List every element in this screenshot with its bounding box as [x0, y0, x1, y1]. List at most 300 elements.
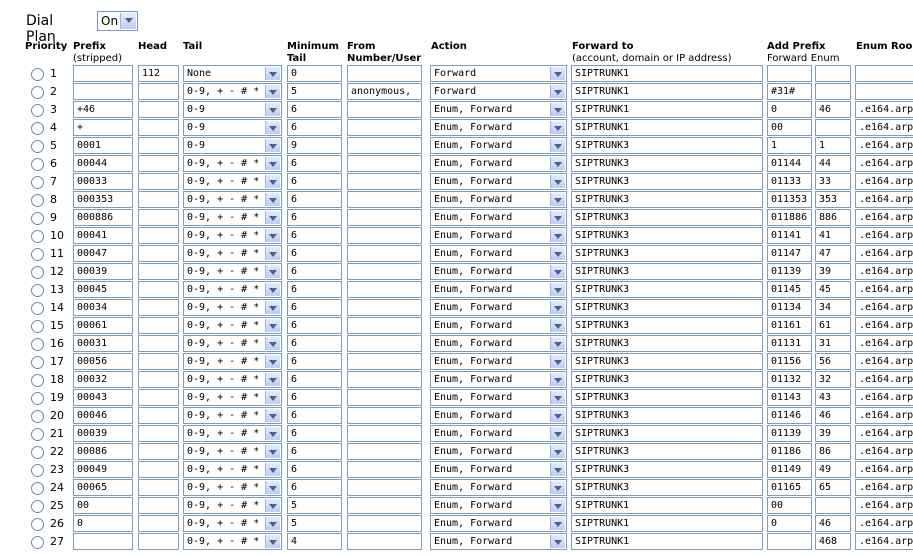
add-prefix-forward-input[interactable]: 01147 — [767, 245, 812, 262]
priority-radio[interactable] — [31, 86, 44, 99]
tail-select[interactable] — [183, 191, 282, 208]
prefix-input[interactable]: 00032 — [73, 371, 133, 388]
action-select[interactable] — [430, 263, 567, 280]
from-input[interactable] — [347, 515, 422, 532]
enum-root-input[interactable]: .e164.arp — [855, 191, 913, 208]
tail-select[interactable] — [183, 83, 282, 100]
forward-to-input[interactable]: SIPTRUNK1 — [571, 119, 763, 136]
add-prefix-forward-input[interactable]: 01132 — [767, 371, 812, 388]
add-prefix-forward-input[interactable]: #31# — [767, 83, 812, 100]
from-input[interactable] — [347, 281, 422, 298]
add-prefix-forward-input[interactable]: 0 — [767, 515, 812, 532]
add-prefix-forward-input[interactable]: 01139 — [767, 425, 812, 442]
dial-plan-select[interactable] — [97, 11, 138, 31]
add-prefix-forward-input[interactable]: 01139 — [767, 263, 812, 280]
head-input[interactable] — [138, 515, 179, 532]
head-input[interactable] — [138, 137, 179, 154]
from-input[interactable] — [347, 317, 422, 334]
add-prefix-enum-input[interactable]: 353 — [815, 191, 851, 208]
action-select[interactable] — [430, 407, 567, 424]
action-select[interactable] — [430, 65, 567, 82]
enum-root-input[interactable]: .e164.arp — [855, 245, 913, 262]
add-prefix-forward-input[interactable]: 01143 — [767, 389, 812, 406]
tail-select[interactable] — [183, 425, 282, 442]
prefix-input[interactable]: 00046 — [73, 407, 133, 424]
add-prefix-enum-input[interactable]: 46 — [815, 515, 851, 532]
add-prefix-forward-input[interactable]: 00 — [767, 497, 812, 514]
add-prefix-forward-input[interactable]: 01186 — [767, 443, 812, 460]
add-prefix-enum-input[interactable]: 65 — [815, 479, 851, 496]
action-select[interactable] — [430, 533, 567, 550]
min-tail-input[interactable]: 4 — [287, 533, 342, 550]
enum-root-input[interactable]: .e164.arp — [855, 461, 913, 478]
forward-to-input[interactable]: SIPTRUNK1 — [571, 83, 763, 100]
add-prefix-enum-input[interactable]: 32 — [815, 371, 851, 388]
enum-root-input[interactable]: .e164.arp — [855, 533, 913, 550]
enum-root-input[interactable]: .e164.arp — [855, 209, 913, 226]
add-prefix-enum-input[interactable]: 39 — [815, 425, 851, 442]
action-select[interactable] — [430, 497, 567, 514]
enum-root-input[interactable]: .e164.arp — [855, 155, 913, 172]
min-tail-input[interactable]: 6 — [287, 209, 342, 226]
add-prefix-forward-input[interactable]: 1 — [767, 137, 812, 154]
min-tail-input[interactable]: 6 — [287, 191, 342, 208]
action-select[interactable] — [430, 227, 567, 244]
from-input[interactable] — [347, 407, 422, 424]
prefix-input[interactable]: 00034 — [73, 299, 133, 316]
from-input[interactable] — [347, 335, 422, 352]
priority-radio[interactable] — [31, 356, 44, 369]
min-tail-input[interactable]: 5 — [287, 83, 342, 100]
from-input[interactable] — [347, 227, 422, 244]
head-input[interactable] — [138, 425, 179, 442]
prefix-input[interactable]: 0001 — [73, 137, 133, 154]
action-select[interactable] — [430, 101, 567, 118]
prefix-input[interactable] — [73, 533, 133, 550]
head-input[interactable] — [138, 155, 179, 172]
forward-to-input[interactable]: SIPTRUNK3 — [571, 155, 763, 172]
from-input[interactable] — [347, 263, 422, 280]
tail-select[interactable] — [183, 461, 282, 478]
from-input[interactable] — [347, 443, 422, 460]
from-input[interactable] — [347, 353, 422, 370]
from-input[interactable] — [347, 533, 422, 550]
tail-select[interactable] — [183, 227, 282, 244]
prefix-input[interactable] — [73, 65, 133, 82]
tail-select[interactable] — [183, 479, 282, 496]
prefix-input[interactable]: 00041 — [73, 227, 133, 244]
action-select[interactable] — [430, 173, 567, 190]
forward-to-input[interactable]: SIPTRUNK3 — [571, 281, 763, 298]
min-tail-input[interactable]: 6 — [287, 389, 342, 406]
min-tail-input[interactable]: 6 — [287, 353, 342, 370]
prefix-input[interactable]: 00 — [73, 497, 133, 514]
from-input[interactable] — [347, 371, 422, 388]
priority-radio[interactable] — [31, 410, 44, 423]
prefix-input[interactable]: 00044 — [73, 155, 133, 172]
add-prefix-enum-input[interactable] — [815, 497, 851, 514]
head-input[interactable] — [138, 119, 179, 136]
from-input[interactable] — [347, 209, 422, 226]
enum-root-input[interactable]: .e164.arp — [855, 119, 913, 136]
add-prefix-enum-input[interactable]: 61 — [815, 317, 851, 334]
tail-select[interactable] — [183, 119, 282, 136]
from-input[interactable] — [347, 119, 422, 136]
priority-radio[interactable] — [31, 176, 44, 189]
min-tail-input[interactable]: 6 — [287, 101, 342, 118]
action-select[interactable] — [430, 83, 567, 100]
add-prefix-enum-input[interactable]: 41 — [815, 227, 851, 244]
enum-root-input[interactable] — [855, 65, 913, 82]
from-input[interactable] — [347, 191, 422, 208]
tail-select[interactable] — [183, 281, 282, 298]
forward-to-input[interactable]: SIPTRUNK3 — [571, 263, 763, 280]
action-select[interactable] — [430, 515, 567, 532]
head-input[interactable] — [138, 191, 179, 208]
priority-radio[interactable] — [31, 320, 44, 333]
action-select[interactable] — [430, 155, 567, 172]
tail-select[interactable] — [183, 371, 282, 388]
prefix-input[interactable]: 00033 — [73, 173, 133, 190]
enum-root-input[interactable]: .e164.arp — [855, 281, 913, 298]
add-prefix-forward-input[interactable]: 01146 — [767, 407, 812, 424]
forward-to-input[interactable]: SIPTRUNK3 — [571, 317, 763, 334]
prefix-input[interactable]: 00031 — [73, 335, 133, 352]
enum-root-input[interactable]: .e164.arp — [855, 407, 913, 424]
add-prefix-enum-input[interactable]: 45 — [815, 281, 851, 298]
from-input[interactable] — [347, 245, 422, 262]
min-tail-input[interactable]: 6 — [287, 371, 342, 388]
priority-radio[interactable] — [31, 140, 44, 153]
prefix-input[interactable]: 000886 — [73, 209, 133, 226]
head-input[interactable] — [138, 335, 179, 352]
prefix-input[interactable]: +46 — [73, 101, 133, 118]
action-select[interactable] — [430, 461, 567, 478]
prefix-input[interactable] — [73, 83, 133, 100]
head-input[interactable]: 112 — [138, 65, 179, 82]
min-tail-input[interactable]: 6 — [287, 407, 342, 424]
action-select[interactable] — [430, 389, 567, 406]
priority-radio[interactable] — [31, 284, 44, 297]
header-priority: Priority — [25, 41, 68, 52]
min-tail-input[interactable]: 6 — [287, 461, 342, 478]
action-select[interactable] — [430, 317, 567, 334]
from-input[interactable] — [347, 497, 422, 514]
tail-select[interactable] — [183, 173, 282, 190]
action-select[interactable] — [430, 191, 567, 208]
forward-to-input[interactable]: SIPTRUNK3 — [571, 443, 763, 460]
tail-select[interactable] — [183, 209, 282, 226]
min-tail-input[interactable]: 6 — [287, 263, 342, 280]
tail-select[interactable] — [183, 443, 282, 460]
add-prefix-forward-input[interactable]: 011353 — [767, 191, 812, 208]
from-input[interactable] — [347, 65, 422, 82]
tail-select[interactable] — [183, 515, 282, 532]
priority-radio[interactable] — [31, 194, 44, 207]
head-input[interactable] — [138, 101, 179, 118]
action-select[interactable] — [430, 425, 567, 442]
enum-root-input[interactable]: .e164.arp — [855, 263, 913, 280]
prefix-input[interactable]: 00043 — [73, 389, 133, 406]
head-input[interactable] — [138, 443, 179, 460]
forward-to-input[interactable]: SIPTRUNK3 — [571, 191, 763, 208]
add-prefix-enum-input[interactable]: 1 — [815, 137, 851, 154]
add-prefix-enum-input[interactable]: 886 — [815, 209, 851, 226]
tail-select[interactable] — [183, 353, 282, 370]
action-select[interactable] — [430, 353, 567, 370]
forward-to-input[interactable]: SIPTRUNK3 — [571, 479, 763, 496]
min-tail-input[interactable]: 6 — [287, 479, 342, 496]
from-input[interactable] — [347, 137, 422, 154]
forward-to-input[interactable]: SIPTRUNK3 — [571, 335, 763, 352]
min-tail-input[interactable]: 6 — [287, 299, 342, 316]
action-select[interactable] — [430, 299, 567, 316]
enum-root-input[interactable]: .e164.arp — [855, 389, 913, 406]
add-prefix-forward-input[interactable]: 01144 — [767, 155, 812, 172]
priority-radio[interactable] — [31, 374, 44, 387]
priority-radio[interactable] — [31, 428, 44, 441]
add-prefix-enum-input[interactable]: 49 — [815, 461, 851, 478]
add-prefix-forward-input[interactable]: 011886 — [767, 209, 812, 226]
forward-to-input[interactable]: SIPTRUNK1 — [571, 101, 763, 118]
priority-radio[interactable] — [31, 464, 44, 477]
add-prefix-forward-input[interactable]: 01133 — [767, 173, 812, 190]
forward-to-input[interactable]: SIPTRUNK1 — [571, 515, 763, 532]
action-select[interactable] — [430, 245, 567, 262]
enum-root-input[interactable]: .e164.arp — [855, 443, 913, 460]
add-prefix-forward-input[interactable]: 01134 — [767, 299, 812, 316]
head-input[interactable] — [138, 299, 179, 316]
priority-radio[interactable] — [31, 266, 44, 279]
enum-root-input[interactable]: .e164.arp — [855, 227, 913, 244]
prefix-input[interactable]: 00047 — [73, 245, 133, 262]
min-tail-input[interactable]: 6 — [287, 443, 342, 460]
chevron-down-icon — [550, 301, 565, 314]
priority-radio[interactable] — [31, 446, 44, 459]
forward-to-input[interactable]: SIPTRUNK3 — [571, 299, 763, 316]
from-input[interactable] — [347, 479, 422, 496]
prefix-input[interactable]: 000353 — [73, 191, 133, 208]
forward-to-input[interactable]: SIPTRUNK3 — [571, 245, 763, 262]
priority-radio[interactable] — [31, 248, 44, 261]
enum-root-input[interactable]: .e164.arp — [855, 299, 913, 316]
tail-select[interactable] — [183, 533, 282, 550]
tail-select[interactable] — [183, 263, 282, 280]
prefix-input[interactable]: 00086 — [73, 443, 133, 460]
forward-to-input[interactable]: SIPTRUNK1 — [571, 65, 763, 82]
enum-root-input[interactable]: .e164.arp — [855, 317, 913, 334]
head-input[interactable] — [138, 227, 179, 244]
prefix-input[interactable]: 00039 — [73, 263, 133, 280]
tail-select[interactable] — [183, 137, 282, 154]
priority-radio[interactable] — [31, 68, 44, 81]
add-prefix-forward-input[interactable] — [767, 65, 812, 82]
add-prefix-enum-input[interactable] — [815, 65, 851, 82]
forward-to-input[interactable]: SIPTRUNK1 — [571, 533, 763, 550]
action-select[interactable] — [430, 209, 567, 226]
enum-root-input[interactable] — [855, 83, 913, 100]
from-input[interactable] — [347, 173, 422, 190]
add-prefix-forward-input[interactable]: 00 — [767, 119, 812, 136]
priority-radio[interactable] — [31, 122, 44, 135]
head-input[interactable] — [138, 497, 179, 514]
forward-to-input[interactable]: SIPTRUNK3 — [571, 353, 763, 370]
from-input[interactable] — [347, 101, 422, 118]
head-input[interactable] — [138, 353, 179, 370]
prefix-input[interactable]: + — [73, 119, 133, 136]
priority-radio[interactable] — [31, 230, 44, 243]
forward-to-input[interactable]: SIPTRUNK3 — [571, 461, 763, 478]
from-input[interactable] — [347, 461, 422, 478]
from-input[interactable]: anonymous, — [347, 83, 422, 100]
enum-root-input[interactable]: .e164.arp — [855, 353, 913, 370]
tail-select[interactable] — [183, 65, 282, 82]
priority-radio[interactable] — [31, 392, 44, 405]
add-prefix-enum-input[interactable] — [815, 83, 851, 100]
priority-radio[interactable] — [31, 212, 44, 225]
forward-to-input[interactable]: SIPTRUNK3 — [571, 407, 763, 424]
min-tail-input[interactable]: 6 — [287, 119, 342, 136]
enum-root-input[interactable]: .e164.arp — [855, 137, 913, 154]
forward-to-input[interactable]: SIPTRUNK3 — [571, 209, 763, 226]
action-select[interactable] — [430, 281, 567, 298]
add-prefix-enum-input[interactable]: 31 — [815, 335, 851, 352]
add-prefix-enum-input[interactable]: 468 — [815, 533, 851, 550]
priority-radio[interactable] — [31, 104, 44, 117]
prefix-input[interactable]: 00065 — [73, 479, 133, 496]
head-input[interactable] — [138, 389, 179, 406]
head-input[interactable] — [138, 83, 179, 100]
prefix-input[interactable]: 0 — [73, 515, 133, 532]
head-input[interactable] — [138, 461, 179, 478]
add-prefix-forward-input[interactable]: 01131 — [767, 335, 812, 352]
prefix-input[interactable]: 00056 — [73, 353, 133, 370]
enum-root-input[interactable]: .e164.arp — [855, 425, 913, 442]
add-prefix-enum-input[interactable]: 56 — [815, 353, 851, 370]
min-tail-input[interactable]: 6 — [287, 227, 342, 244]
add-prefix-enum-input[interactable]: 34 — [815, 299, 851, 316]
add-prefix-forward-input[interactable]: 01145 — [767, 281, 812, 298]
prefix-input[interactable]: 00061 — [73, 317, 133, 334]
min-tail-input[interactable]: 9 — [287, 137, 342, 154]
priority-radio[interactable] — [31, 338, 44, 351]
priority-radio[interactable] — [31, 518, 44, 531]
tail-select[interactable] — [183, 317, 282, 334]
forward-to-input[interactable]: SIPTRUNK1 — [571, 497, 763, 514]
head-input[interactable] — [138, 479, 179, 496]
add-prefix-enum-input[interactable]: 46 — [815, 407, 851, 424]
action-select[interactable] — [430, 119, 567, 136]
add-prefix-enum-input[interactable]: 47 — [815, 245, 851, 262]
head-input[interactable] — [138, 263, 179, 280]
from-input[interactable] — [347, 155, 422, 172]
add-prefix-forward-input[interactable]: 01141 — [767, 227, 812, 244]
min-tail-input[interactable]: 5 — [287, 515, 342, 532]
tail-select[interactable] — [183, 335, 282, 352]
enum-root-input[interactable]: .e164.arp — [855, 101, 913, 118]
forward-to-input[interactable]: SIPTRUNK3 — [571, 137, 763, 154]
from-input[interactable] — [347, 425, 422, 442]
add-prefix-forward-input[interactable]: 01149 — [767, 461, 812, 478]
add-prefix-enum-input[interactable]: 33 — [815, 173, 851, 190]
forward-to-input[interactable]: SIPTRUNK3 — [571, 425, 763, 442]
action-select[interactable] — [430, 371, 567, 388]
min-tail-input[interactable]: 6 — [287, 425, 342, 442]
priority-radio[interactable] — [31, 536, 44, 549]
head-input[interactable] — [138, 317, 179, 334]
prefix-input[interactable]: 00049 — [73, 461, 133, 478]
forward-to-input[interactable]: SIPTRUNK3 — [571, 389, 763, 406]
priority-radio[interactable] — [31, 500, 44, 513]
action-select[interactable] — [430, 137, 567, 154]
from-input[interactable] — [347, 299, 422, 316]
min-tail-input[interactable]: 0 — [287, 65, 342, 82]
enum-root-input[interactable]: .e164.arp — [855, 515, 913, 532]
prefix-input[interactable]: 00045 — [73, 281, 133, 298]
tail-select[interactable] — [183, 101, 282, 118]
head-input[interactable] — [138, 371, 179, 388]
priority-radio[interactable] — [31, 158, 44, 171]
min-tail-input[interactable]: 6 — [287, 245, 342, 262]
head-input[interactable] — [138, 281, 179, 298]
action-select[interactable] — [430, 479, 567, 496]
head-input[interactable] — [138, 209, 179, 226]
tail-select[interactable] — [183, 155, 282, 172]
enum-root-input[interactable]: .e164.arp — [855, 371, 913, 388]
forward-to-input[interactable]: SIPTRUNK3 — [571, 173, 763, 190]
min-tail-input[interactable]: 6 — [287, 155, 342, 172]
head-input[interactable] — [138, 407, 179, 424]
tail-select[interactable] — [183, 407, 282, 424]
forward-to-input[interactable]: SIPTRUNK3 — [571, 371, 763, 388]
priority-radio[interactable] — [31, 302, 44, 315]
head-input[interactable] — [138, 173, 179, 190]
min-tail-input[interactable]: 6 — [287, 317, 342, 334]
enum-root-input[interactable]: .e164.arp — [855, 173, 913, 190]
enum-root-input[interactable]: .e164.arp — [855, 497, 913, 514]
enum-root-input[interactable]: .e164.arp — [855, 335, 913, 352]
min-tail-input[interactable]: 6 — [287, 281, 342, 298]
action-select[interactable] — [430, 335, 567, 352]
min-tail-input[interactable]: 6 — [287, 335, 342, 352]
tail-select[interactable] — [183, 497, 282, 514]
min-tail-input[interactable]: 6 — [287, 173, 342, 190]
from-input[interactable] — [347, 389, 422, 406]
add-prefix-enum-input[interactable]: 86 — [815, 443, 851, 460]
add-prefix-enum-input[interactable]: 39 — [815, 263, 851, 280]
tail-select[interactable] — [183, 245, 282, 262]
min-tail-input[interactable]: 5 — [287, 497, 342, 514]
add-prefix-enum-input[interactable]: 44 — [815, 155, 851, 172]
forward-to-input[interactable]: SIPTRUNK3 — [571, 227, 763, 244]
prefix-input[interactable]: 00039 — [73, 425, 133, 442]
tail-select[interactable] — [183, 389, 282, 406]
add-prefix-forward-input[interactable]: 01161 — [767, 317, 812, 334]
add-prefix-enum-input[interactable]: 46 — [815, 101, 851, 118]
head-input[interactable] — [138, 245, 179, 262]
add-prefix-enum-input[interactable]: 43 — [815, 389, 851, 406]
add-prefix-forward-input[interactable]: 01156 — [767, 353, 812, 370]
priority-radio[interactable] — [31, 482, 44, 495]
head-input[interactable] — [138, 533, 179, 550]
action-select[interactable] — [430, 443, 567, 460]
enum-root-input[interactable]: .e164.arp — [855, 479, 913, 496]
add-prefix-forward-input[interactable]: 01165 — [767, 479, 812, 496]
add-prefix-enum-input[interactable] — [815, 119, 851, 136]
tail-select[interactable] — [183, 299, 282, 316]
add-prefix-forward-input[interactable] — [767, 533, 812, 550]
add-prefix-forward-input[interactable]: 0 — [767, 101, 812, 118]
